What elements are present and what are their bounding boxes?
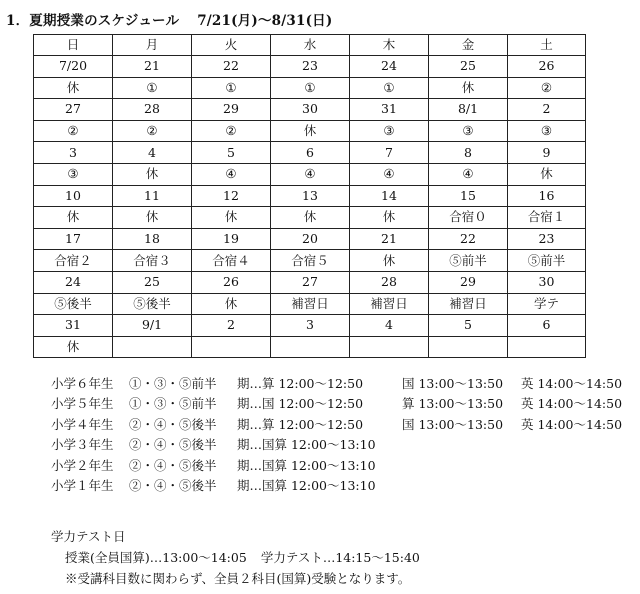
session-cell: 休 <box>350 207 429 229</box>
session-cell: ③ <box>508 120 586 142</box>
date-cell: 30 <box>271 99 350 121</box>
weekday-header-row <box>34 35 586 56</box>
date-cell: 23 <box>271 56 350 78</box>
session-row <box>34 336 586 358</box>
session-row <box>34 77 586 99</box>
session-cell: ② <box>34 120 113 142</box>
title-heading: 1．夏期授業のスケジュール <box>6 13 180 29</box>
title-date-range: 7/21(月)〜8/31(日) <box>197 13 333 29</box>
session-cell: 休 <box>192 293 271 315</box>
date-cell: 20 <box>271 228 350 250</box>
session-cell: 合宿０ <box>429 207 508 229</box>
date-cell: 9/1 <box>113 315 192 337</box>
grade-sessions: ②・④・⑤後半 <box>129 457 217 473</box>
grade-sessions: ①・③・⑤前半 <box>129 396 217 412</box>
date-cell: 22 <box>429 228 508 250</box>
session-cell: ① <box>192 77 271 99</box>
grade-sessions: ②・④・⑤後半 <box>129 437 217 453</box>
session-cell: 休 <box>113 163 192 185</box>
session-cell: 合宿１ <box>508 207 586 229</box>
date-cell: 3 <box>34 142 113 164</box>
date-cell: 5 <box>192 142 271 164</box>
class-period: 期…算 12:00〜12:50 <box>237 376 364 391</box>
session-cell: ③ <box>350 120 429 142</box>
session-cell: ① <box>271 77 350 99</box>
page-title <box>6 9 332 29</box>
test-times <box>51 547 420 568</box>
session-cell: 休 <box>113 207 192 229</box>
date-cell: 21 <box>113 56 192 78</box>
date-cell: 27 <box>271 271 350 293</box>
session-row <box>34 120 586 142</box>
session-cell: 休 <box>429 77 508 99</box>
weekday-header-cell: 日 <box>34 35 113 56</box>
date-row <box>34 142 586 164</box>
date-row <box>34 271 586 293</box>
session-cell: ⑤前半 <box>429 250 508 272</box>
date-cell: 21 <box>350 228 429 250</box>
grade-sessions: ②・④・⑤後半 <box>129 477 217 493</box>
date-cell: 8/1 <box>429 99 508 121</box>
session-cell: ③ <box>429 120 508 142</box>
class-period: 英 14:00〜14:50 <box>521 416 623 432</box>
date-cell: 27 <box>34 99 113 121</box>
session-cell: 休 <box>350 250 429 272</box>
session-cell: 休 <box>34 207 113 229</box>
session-row <box>34 207 586 229</box>
date-cell: 16 <box>508 185 586 207</box>
session-cell <box>508 336 586 358</box>
session-cell: 合宿２ <box>34 250 113 272</box>
session-cell: ④ <box>271 163 350 185</box>
class-period: 期…国 12:00〜12:50 <box>237 396 364 412</box>
grade-label: 小学２年生 <box>51 457 114 473</box>
session-cell: ① <box>113 77 192 99</box>
session-cell: 合宿５ <box>271 250 350 272</box>
session-cell: ⑤後半 <box>113 293 192 315</box>
grade-label: 小学６年生 <box>51 376 114 391</box>
date-cell: 30 <box>508 271 586 293</box>
session-cell: ① <box>350 77 429 99</box>
class-period: 期…国算 12:00〜13:10 <box>237 437 376 453</box>
grade-label: 小学３年生 <box>51 437 114 453</box>
class-period: 期…国算 12:00〜13:10 <box>237 477 376 493</box>
session-cell <box>192 336 271 358</box>
date-cell: 25 <box>429 56 508 78</box>
weekday-header-cell: 月 <box>113 35 192 56</box>
achievement-test-info <box>51 526 420 589</box>
class-period: 英 14:00〜14:50 <box>521 376 623 391</box>
date-cell: 25 <box>113 271 192 293</box>
weekday-header-cell: 金 <box>429 35 508 56</box>
test-exam-time: 学力テスト…14:15〜15:40 <box>260 550 420 565</box>
session-cell: 学テ <box>508 293 586 315</box>
class-period: 期…国算 12:00〜13:10 <box>237 457 376 473</box>
session-cell: ④ <box>192 163 271 185</box>
date-cell: 9 <box>508 142 586 164</box>
session-cell: ④ <box>350 163 429 185</box>
grade-label: 小学４年生 <box>51 416 114 432</box>
date-cell: 29 <box>192 99 271 121</box>
session-cell: 休 <box>34 336 113 358</box>
session-cell: 休 <box>34 77 113 99</box>
date-cell: 18 <box>113 228 192 250</box>
session-cell: ② <box>192 120 271 142</box>
session-cell <box>429 336 508 358</box>
date-row <box>34 56 586 78</box>
class-period: 国 13:00〜13:50 <box>402 376 504 391</box>
grade-sessions: ①・③・⑤前半 <box>129 376 217 391</box>
session-cell: 休 <box>271 207 350 229</box>
date-cell: 26 <box>508 56 586 78</box>
session-row <box>34 163 586 185</box>
date-cell: 24 <box>34 271 113 293</box>
date-cell: 31 <box>350 99 429 121</box>
session-cell <box>113 336 192 358</box>
grade-sessions: ②・④・⑤後半 <box>129 416 217 432</box>
date-row <box>34 185 586 207</box>
weekday-header-cell: 土 <box>508 35 586 56</box>
date-cell: 29 <box>429 271 508 293</box>
date-cell: 14 <box>350 185 429 207</box>
session-row <box>34 250 586 272</box>
class-period: 国 13:00〜13:50 <box>402 416 504 432</box>
session-cell: ⑤前半 <box>508 250 586 272</box>
session-cell: 補習日 <box>271 293 350 315</box>
date-cell: 28 <box>113 99 192 121</box>
date-cell: 10 <box>34 185 113 207</box>
date-cell: 5 <box>429 315 508 337</box>
schedule-table <box>33 34 586 358</box>
date-cell: 12 <box>192 185 271 207</box>
date-row <box>34 315 586 337</box>
session-cell: ④ <box>429 163 508 185</box>
class-period: 英 14:00〜14:50 <box>521 396 623 412</box>
session-cell: 補習日 <box>429 293 508 315</box>
weekday-header-cell: 木 <box>350 35 429 56</box>
date-cell: 2 <box>508 99 586 121</box>
session-cell: ② <box>113 120 192 142</box>
session-cell: 補習日 <box>350 293 429 315</box>
date-cell: 4 <box>350 315 429 337</box>
date-cell: 15 <box>429 185 508 207</box>
date-cell: 26 <box>192 271 271 293</box>
weekday-header-cell: 火 <box>192 35 271 56</box>
session-cell: 休 <box>192 207 271 229</box>
date-cell: 7 <box>350 142 429 164</box>
test-class-time: 授業(全員国算)…13:00〜14:05 <box>65 550 247 565</box>
date-cell: 24 <box>350 56 429 78</box>
grade-label: 小学１年生 <box>51 477 114 493</box>
date-cell: 6 <box>508 315 586 337</box>
class-period: 算 13:00〜13:50 <box>402 396 504 412</box>
date-row <box>34 99 586 121</box>
session-row <box>34 293 586 315</box>
date-cell: 4 <box>113 142 192 164</box>
session-cell: 合宿３ <box>113 250 192 272</box>
date-cell: 7/20 <box>34 56 113 78</box>
date-cell: 28 <box>350 271 429 293</box>
date-row <box>34 228 586 250</box>
weekday-header-cell: 水 <box>271 35 350 56</box>
session-cell: ⑤後半 <box>34 293 113 315</box>
date-cell: 3 <box>271 315 350 337</box>
class-period: 期…算 12:00〜12:50 <box>237 416 364 432</box>
date-cell: 13 <box>271 185 350 207</box>
grade-label: 小学５年生 <box>51 396 114 412</box>
date-cell: 23 <box>508 228 586 250</box>
test-note: ※受講科目数に関わらず、全員２科目(国算)受験となります。 <box>65 571 411 586</box>
session-cell: ③ <box>34 163 113 185</box>
date-cell: 6 <box>271 142 350 164</box>
date-cell: 31 <box>34 315 113 337</box>
session-cell: 休 <box>271 120 350 142</box>
date-cell: 19 <box>192 228 271 250</box>
session-cell: 合宿４ <box>192 250 271 272</box>
date-cell: 11 <box>113 185 192 207</box>
session-cell <box>350 336 429 358</box>
date-cell: 2 <box>192 315 271 337</box>
date-cell: 17 <box>34 228 113 250</box>
test-heading: 学力テスト日 <box>51 529 126 544</box>
session-cell: 休 <box>508 163 586 185</box>
session-cell <box>271 336 350 358</box>
date-cell: 22 <box>192 56 271 78</box>
session-cell: ② <box>508 77 586 99</box>
date-cell: 8 <box>429 142 508 164</box>
